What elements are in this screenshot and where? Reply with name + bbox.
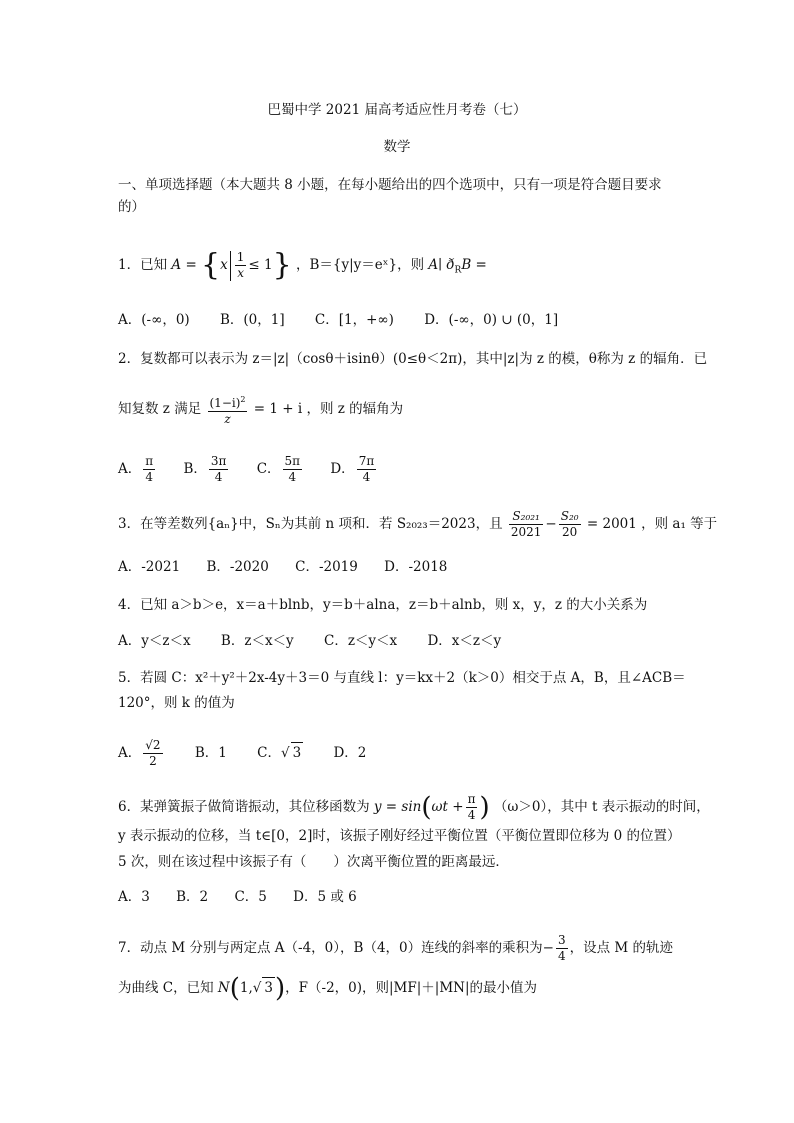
- q1-expr-tail: A∣ ð: [428, 257, 455, 273]
- q3-option-b[interactable]: B．-2020: [206, 559, 269, 575]
- q6-options: [118, 887, 379, 907]
- q5-option-d[interactable]: D．2: [333, 745, 367, 761]
- q6-option-a[interactable]: A．3: [118, 889, 150, 905]
- q2-option-d[interactable]: D． $\frac{7\pi}{4}$: [330, 454, 375, 484]
- q7-line1: 7．动点 M 分别与两定点 A（-4，0），B（4，0）连线的斜率的乘积为− $\frac{3}{4}$ ，设点 M 的轨迹: [118, 933, 673, 963]
- q1-option-d[interactable]: D．(-∞，0) ∪ (0，1]: [424, 312, 559, 328]
- q5-options: [118, 738, 392, 769]
- q4-option-a[interactable]: A．y＜z＜x: [118, 633, 191, 649]
- section-heading-line2: 的）: [118, 199, 145, 215]
- q2-option-c[interactable]: C． $\frac{5\pi}{4}$: [256, 454, 301, 484]
- q1-option-a[interactable]: A．(-∞，0): [118, 312, 190, 328]
- q1-options: [118, 310, 584, 330]
- q2-option-b[interactable]: B． $\frac{3\pi}{4}$: [183, 454, 227, 484]
- q3-option-d[interactable]: D．-2018: [384, 559, 448, 575]
- q1-sub-R: R: [454, 265, 462, 276]
- q2-option-a[interactable]: A． $\frac{\pi}{4}$: [118, 454, 154, 484]
- q3-option-a[interactable]: A．-2021: [118, 559, 181, 575]
- q2-fraction: $\frac{(1-i)^2}{z}$: [208, 392, 248, 427]
- q4-option-c[interactable]: C．z＜y＜x: [323, 633, 398, 649]
- q5-option-b[interactable]: B．1: [194, 745, 227, 761]
- q6-line3: 5 次，则在该过程中该振子有（ ）次离平衡位置的距离最远．: [118, 854, 509, 870]
- q3-option-c[interactable]: C．-2019: [295, 559, 358, 575]
- q6-line2: y 表示振动的位移，当 t∈[0，2]时，该振子刚好经过平衡位置（平衡位置即位移为 0 的位置）: [118, 828, 681, 844]
- q1-option-c[interactable]: C．[1，+∞): [314, 312, 394, 328]
- q1-expr-end: B =: [461, 257, 487, 273]
- q1-setA-label: A: [171, 257, 182, 273]
- q1-fraction: $\frac{1}{x}$: [236, 250, 245, 280]
- q6-option-d[interactable]: D．5 或 6: [293, 889, 357, 905]
- q1-x: x: [220, 257, 228, 273]
- q1-setB: ，B＝{y|y＝eˣ}，则: [296, 257, 425, 273]
- section-heading-line1: 一、单项选择题（本大题共 8 小题，在每小题给出的四个选项中，只有一项是符合题目要求: [118, 177, 662, 193]
- question-1: 1．已知 A = {x $\frac{1}{x}$ ≤ 1} ，B＝{y|y＝eˣ}，则 A∣ $ð_RB$ =: [118, 247, 487, 283]
- q2-line2: 知复数 z 满足 $\frac{(1-i)^2}{z}$ = 1 + i ，则 z 的辐角为: [118, 392, 403, 427]
- q1-eq: =: [185, 257, 197, 273]
- q5-option-c[interactable]: C．√ 3: [257, 745, 303, 761]
- q4-option-d[interactable]: D．x＜z＜y: [427, 633, 502, 649]
- q3-fraction-2: $\frac{\text{S₂₀}}{20}$: [560, 509, 579, 539]
- subject-title: 数学: [383, 139, 411, 155]
- q6-option-b[interactable]: B．2: [176, 889, 209, 905]
- q1-prefix: 1．已知: [118, 257, 168, 273]
- q5-option-a[interactable]: A． $\frac{√2}{2}$: [118, 738, 161, 768]
- q6-line1: 6．某弹簧振子做简谐振动，其位移函数为 y = sin(ωt + $\frac{\pi}{4}$ ) （ω＞0），其中 t 表示振动的时间，: [118, 792, 710, 823]
- q3-fraction-1: $\frac{\text{S₂₀₂₁}}{2021}$: [510, 509, 542, 539]
- q3-options: [118, 557, 469, 577]
- q1-option-b[interactable]: B．(0，1]: [219, 312, 285, 328]
- q4-option-b[interactable]: B．z＜x＜y: [220, 633, 294, 649]
- q5-line2: 120°，则 k 的值为: [118, 695, 235, 711]
- q5-line1: 5．若圆 C：x²＋y²＋2x-4y＋3＝0 与直线 l：y＝kx＋2（k＞0）相交于点 A，B，且∠ACB＝: [118, 670, 686, 686]
- q1-leq: ≤ 1: [248, 257, 273, 273]
- q6-option-c[interactable]: C．5: [234, 889, 267, 905]
- q7-line2: 为曲线 C，已知 N(1,√ 3)，F（-2，0)，则|MF|＋|MN|的最小值为: [118, 973, 538, 1004]
- exam-title: 巴蜀中学 2021 届高考适应性月考卷（七）: [267, 102, 527, 118]
- q4-text: 4．已知 a＞b＞e，x＝a＋blnb，y＝b＋alna，z＝b＋alnb，则 x，y，z 的大小关系为: [118, 597, 648, 613]
- q2-line1: 2．复数都可以表示为 z＝|z|（cosθ＋isinθ）(0≤θ＜2π)，其中|z|为 z 的模，θ称为 z 的辐角．已: [118, 351, 708, 367]
- q2-options: [118, 454, 400, 485]
- q4-options: [118, 631, 527, 651]
- question-3: 3．在等差数列{aₙ}中，Sₙ为其前 n 项和．若 S₂₀₂₃＝2023，且 $\frac{\text{S₂₀₂₁}}{2021}$ − $\frac{\text{S₂₀}}{20}$ = 2001 ，则 a₁ 等于: [118, 509, 718, 539]
